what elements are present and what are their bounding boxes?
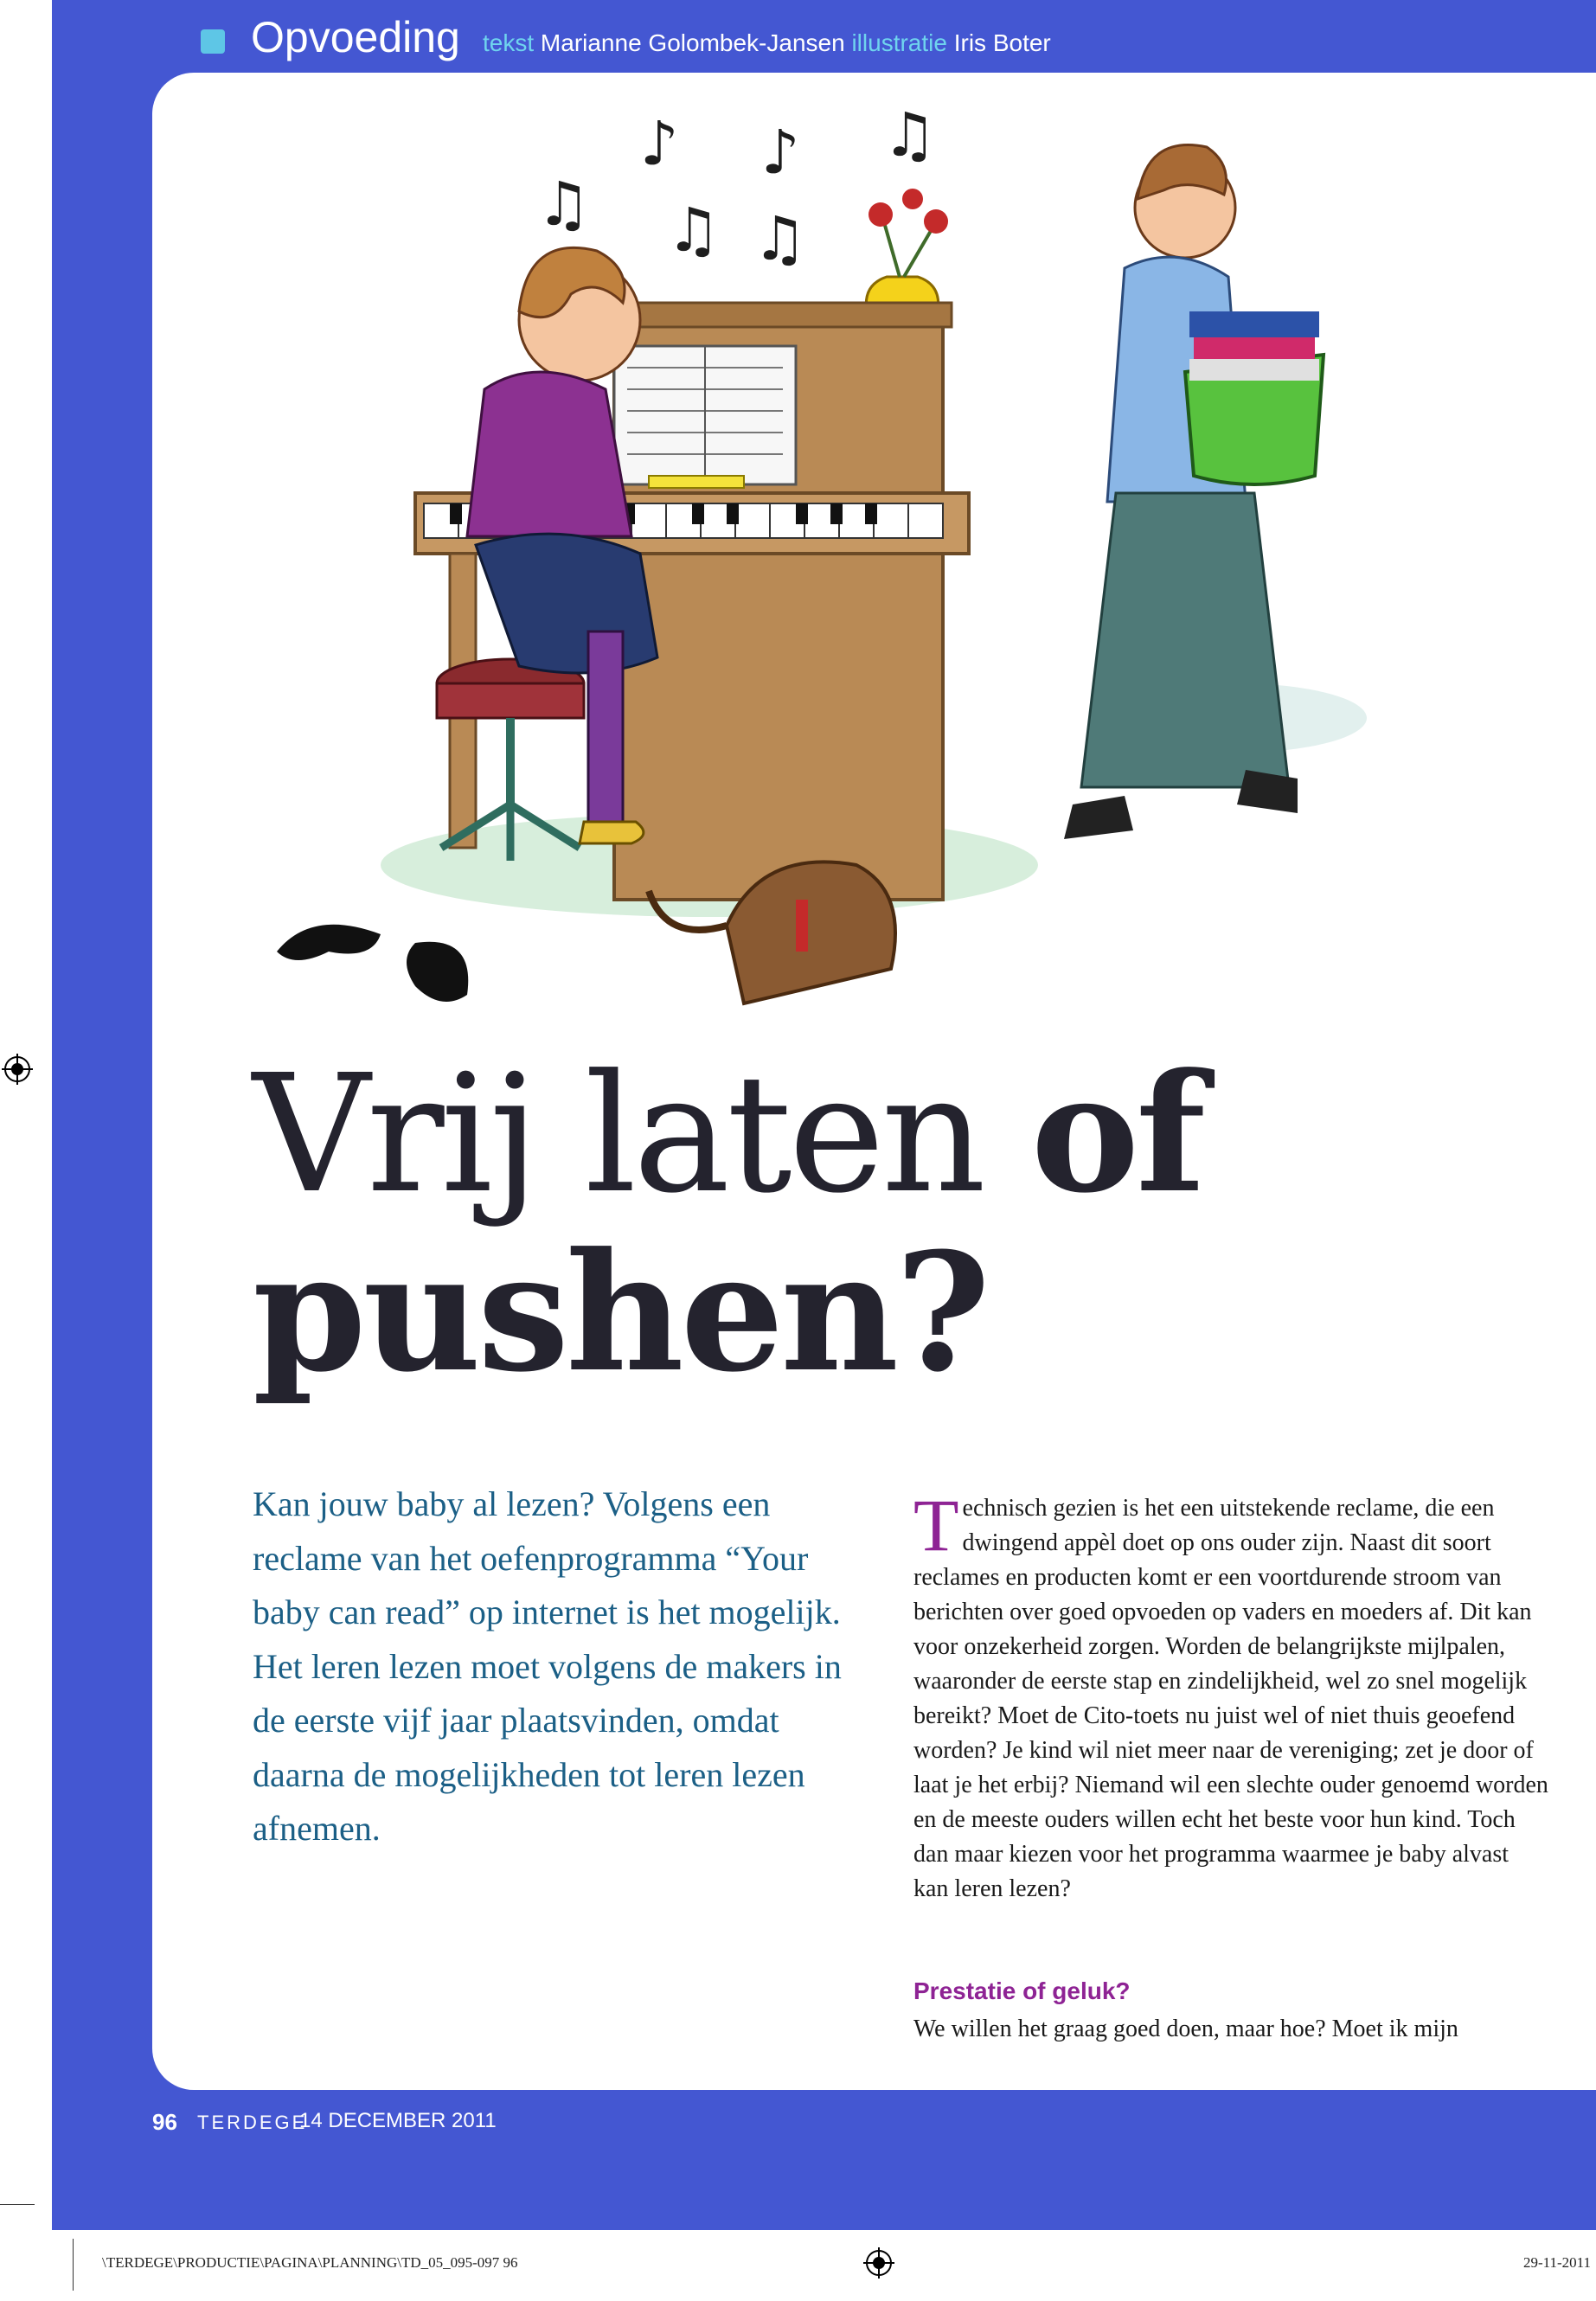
section-marker-icon (201, 29, 225, 54)
magazine-name: TERDEGE (197, 2112, 308, 2133)
svg-text:♫: ♫ (882, 99, 937, 170)
article-body-continued: We willen het graag goed doen, maar hoe? Moet ik mijn (913, 2016, 1458, 2042)
article-body-text: echnisch gezien is het een uitstekende reclame, die een dwingend appèl doet op ons ouder zijn. Naast dit soort reclames en producten komt er een voortdurende stroom van berichten over goed opvoeden op vaders en moeders af. Dit kan voor onzekerheid zorgen. Worden de belangrijkste mijlpalen, waaronder de eerste stap en zindelijkheid, wel zo snel mogelijk bereikt? Moet de Cito-toets nu juist wel of niet thuis geoefend worden? Je kind wil niet meer naar de vereniging; zet je door of laat je het erbij? Niemand wil een slechte ouder genoemd worden en de meeste ouders willen echt het beste voor hun kind. Toch dan maar kiezen voor het programma waarmee je baby alvast kan leren lezen? (913, 1495, 1548, 1902)
registration-mark-icon (2, 1054, 33, 1085)
title-bold-of: of (1030, 1038, 1202, 1229)
section-title: Opvoeding (251, 13, 460, 61)
svg-text:♫: ♫ (666, 195, 721, 266)
article-intro: Kan jouw baby al lezen? Volgens een reclame van het oefenprogramma “Your baby can read” op internet is het mogelijk. Het leren lezen moet volgens de makers in de eerste vijf jaar plaatsvinden, omdat daarna de mogelijkheden tot leren lezen afnemen. (253, 1484, 842, 1848)
title-light: Vrij laten (253, 1040, 983, 1229)
svg-text:♪: ♪ (640, 108, 679, 179)
print-slug-path: \TERDEGE\PRODUCTIE\PAGINA\PLANNING\TD_05_095-097 96 (102, 2254, 518, 2271)
credit-text-label: tekst (483, 29, 535, 56)
article-subheading: Prestatie of geluk? (913, 1977, 1131, 2004)
svg-text:♪: ♪ (761, 117, 800, 188)
credit-illustration-label: illustratie (851, 29, 947, 56)
crop-mark (0, 2204, 35, 2205)
shoes-icon (277, 925, 468, 1002)
credit-illustrator: Iris Boter (953, 29, 1051, 56)
article-body (913, 1484, 1548, 1907)
credit-author: Marianne Golombek-Jansen (540, 29, 845, 56)
article-title (253, 1038, 1202, 1408)
music-notes-icon (536, 99, 937, 274)
svg-text:♫: ♫ (753, 203, 807, 274)
crop-mark (73, 2239, 74, 2291)
page-number: 96 (152, 2109, 177, 2135)
issue-date: 14 DECEMBER 2011 (299, 2109, 497, 2132)
credits (483, 29, 1051, 57)
registration-mark-icon (863, 2247, 894, 2279)
drop-cap: T (913, 1484, 959, 1567)
print-slug-date: 29-11-2011 (1522, 2254, 1591, 2271)
title-bold-pushen: pushen? (253, 1217, 988, 1408)
illustration-piano-scene (242, 95, 1367, 1064)
svg-text:♫: ♫ (536, 169, 591, 240)
